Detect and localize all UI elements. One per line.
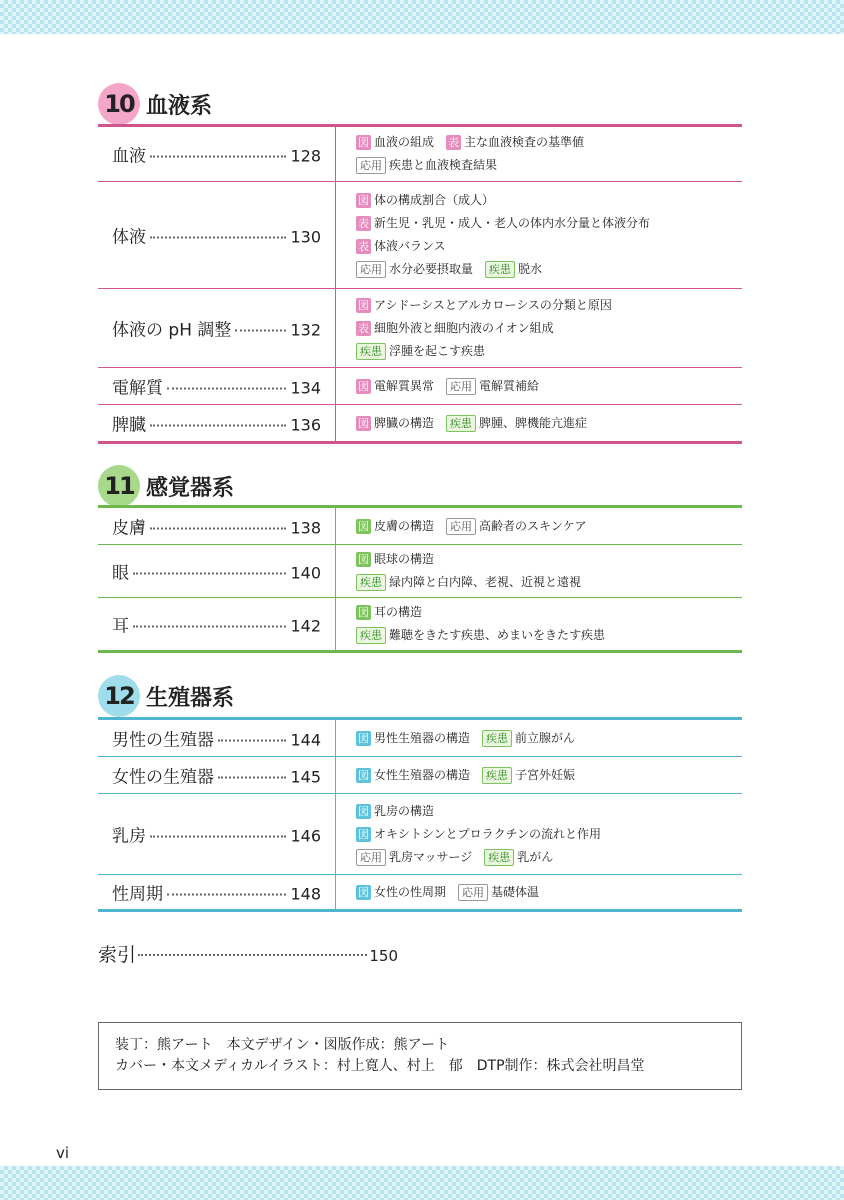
toc-entry-cell <box>98 127 336 181</box>
toc-row[interactable] <box>98 756 742 793</box>
toc-entry-cell <box>98 598 336 650</box>
section-title: 生殖器系 <box>146 685 235 711</box>
category-tag: 図 <box>358 553 369 566</box>
page-ref: 138 <box>290 518 321 538</box>
detail-text: 乳房の構造 <box>374 803 435 818</box>
detail-line <box>356 317 732 340</box>
toc-entry-cell <box>98 508 336 544</box>
detail-line <box>356 881 732 904</box>
toc-detail-cell <box>336 545 742 597</box>
detail-text: 血液の組成 <box>374 135 435 149</box>
page-ref: 128 <box>290 146 321 166</box>
toc-entry <box>112 223 321 248</box>
category-tag: 疾患 <box>482 730 512 747</box>
toc-entry-cell <box>98 875 336 909</box>
credits-line: カバー・本文メディカルイラスト：村上寛人、村上 郁 DTP制作：株式会社明昌堂 <box>115 1058 645 1074</box>
category-tag: 応用 <box>356 157 386 174</box>
detail-text: 主な血液検査の基準値 <box>464 135 585 149</box>
toc-detail-cell <box>336 368 742 404</box>
toc-entry-cell <box>98 757 336 793</box>
toc-entry-cell <box>98 794 336 874</box>
toc-detail-cell <box>336 405 742 441</box>
topic-name: 体液 <box>112 227 146 248</box>
detail-text: 浮腫を起こす疾患 <box>389 343 486 358</box>
category-tag: 疾患 <box>485 261 515 278</box>
category-tag: 応用 <box>458 884 488 901</box>
section-title: 血液系 <box>146 93 213 119</box>
detail-line <box>356 846 732 869</box>
toc-entry <box>112 763 321 788</box>
topic-name: 性周期 <box>112 884 163 905</box>
topic-name: 眼 <box>112 563 129 584</box>
toc-row[interactable] <box>98 720 742 756</box>
toc-detail-cell <box>336 794 742 874</box>
page-ref: 142 <box>290 616 321 636</box>
topic-name: 電解質 <box>112 378 163 399</box>
detail-line <box>356 601 732 624</box>
toc-detail-cell <box>336 598 742 650</box>
detail-text: 耳の構造 <box>374 605 423 619</box>
category-tag: 図 <box>358 194 369 207</box>
detail-text: 眼球の構造 <box>374 552 435 566</box>
section-header <box>98 674 234 718</box>
leader-dots <box>218 777 286 779</box>
detail-line <box>356 154 732 177</box>
toc-entry-cell <box>98 289 336 367</box>
detail-line <box>356 548 732 571</box>
leader-dots <box>133 573 286 575</box>
toc-row[interactable] <box>98 288 742 367</box>
detail-line <box>356 131 732 154</box>
page-ref: 145 <box>290 767 321 787</box>
section-number-badge: 12 <box>98 675 140 717</box>
detail-line <box>356 375 732 398</box>
page-ref: 132 <box>290 320 321 340</box>
detail-line <box>356 340 732 363</box>
toc-row[interactable] <box>98 544 742 597</box>
category-tag: 図 <box>358 731 369 745</box>
leader-dots <box>133 626 286 628</box>
toc-row[interactable] <box>98 404 742 441</box>
toc-detail-cell <box>336 182 742 288</box>
toc-entry-cell <box>98 368 336 404</box>
category-tag: 図 <box>358 885 369 899</box>
detail-line <box>356 764 732 787</box>
category-tag: 応用 <box>356 261 386 278</box>
toc-detail-cell <box>336 720 742 756</box>
detail-text: 難聴をきたす疾患、めまいをきたす疾患 <box>389 628 606 642</box>
page-ref: 136 <box>290 415 321 435</box>
section-header <box>98 464 234 508</box>
category-tag: 表 <box>448 136 460 149</box>
detail-text: 疾患と血液検査結果 <box>389 158 498 172</box>
detail-text: 電解質異常 <box>374 378 435 393</box>
category-tag: 図 <box>358 827 369 841</box>
category-tag: 図 <box>358 298 369 312</box>
category-tag: 応用 <box>356 849 386 866</box>
detail-text: 女性生殖器の構造 <box>374 767 471 782</box>
toc-entry-cell <box>98 405 336 441</box>
leader-dots <box>150 528 286 530</box>
topic-name: 女性の生殖器 <box>112 767 214 788</box>
detail-line <box>356 800 732 823</box>
detail-text: 乳がん <box>517 849 554 864</box>
page-ref: 140 <box>290 563 321 583</box>
toc-entry <box>112 822 321 847</box>
section-number-badge: 10 <box>98 83 140 125</box>
toc-row[interactable] <box>98 508 742 544</box>
toc-row[interactable] <box>98 874 742 909</box>
page-ref: 130 <box>290 227 321 247</box>
detail-text: 子宮外妊娠 <box>515 767 576 782</box>
detail-line <box>356 189 732 212</box>
category-tag: 応用 <box>446 518 476 535</box>
category-tag: 図 <box>358 606 369 619</box>
detail-text: 細胞外液と細胞内液のイオン組成 <box>374 320 554 335</box>
detail-text: 水分必要摂取量 <box>389 262 474 276</box>
detail-text: アシドーシスとアルカローシスの分類と原因 <box>374 297 612 312</box>
detail-text: 基礎体温 <box>491 884 540 899</box>
toc-entry <box>112 316 321 341</box>
toc-entry <box>112 726 321 751</box>
detail-line <box>356 571 732 594</box>
topic-name: 耳 <box>112 616 129 637</box>
toc-row[interactable] <box>98 181 742 288</box>
detail-text: 脾臓の構造 <box>374 415 435 430</box>
toc-detail-cell <box>336 508 742 544</box>
leader-dots <box>150 425 286 427</box>
section-table <box>98 717 742 912</box>
toc-detail-cell <box>336 757 742 793</box>
section-table <box>98 124 742 444</box>
toc-row[interactable] <box>98 793 742 874</box>
leader-dots <box>235 330 286 332</box>
category-tag: 疾患 <box>482 767 512 784</box>
leader-dots <box>138 954 367 956</box>
detail-text: 体液バランス <box>374 239 446 253</box>
section-title: 感覚器系 <box>146 475 235 501</box>
detail-text: 緑内障と白内障、老視、近視と遠視 <box>389 575 582 589</box>
detail-text: 乳房マッサージ <box>389 849 473 864</box>
category-tag: 表 <box>358 321 369 335</box>
topic-name: 皮膚 <box>112 518 146 539</box>
detail-text: 新生児・乳児・成人・老人の体内水分量と体液分布 <box>374 216 651 230</box>
toc-entry-cell <box>98 720 336 756</box>
topic-name: 乳房 <box>112 826 146 847</box>
toc-detail-cell <box>336 875 742 909</box>
detail-line <box>356 624 732 647</box>
category-tag: 疾患 <box>356 343 386 360</box>
page-ref: 146 <box>290 826 321 846</box>
section-number-badge: 11 <box>98 465 140 507</box>
toc-detail-cell <box>336 127 742 181</box>
detail-text: 体の構成割合（成人） <box>374 193 495 207</box>
page-ref: 134 <box>290 378 321 398</box>
toc-entry <box>112 411 321 436</box>
category-tag: 応用 <box>446 378 476 395</box>
category-tag: 疾患 <box>356 627 386 644</box>
category-tag: 図 <box>358 379 369 393</box>
toc-row[interactable] <box>98 367 742 404</box>
topic-name: 脾臓 <box>112 415 146 436</box>
toc-row[interactable] <box>98 127 742 181</box>
category-tag: 図 <box>358 768 369 782</box>
detail-line <box>356 258 732 281</box>
toc-entry <box>112 514 321 539</box>
category-tag: 疾患 <box>356 574 386 591</box>
category-tag: 疾患 <box>446 415 476 432</box>
leader-dots <box>150 836 286 838</box>
category-tag: 図 <box>358 416 369 430</box>
leader-dots <box>167 388 286 390</box>
toc-entry <box>112 612 321 637</box>
leader-dots <box>150 237 286 239</box>
detail-text: 皮膚の構造 <box>374 518 435 533</box>
top-pattern-band <box>0 0 844 34</box>
index-entry[interactable] <box>98 940 398 967</box>
toc-entry <box>112 559 321 584</box>
detail-text: 高齢者のスキンケア <box>479 518 587 533</box>
category-tag: 図 <box>358 136 369 149</box>
detail-text: 男性生殖器の構造 <box>374 730 471 745</box>
toc-entry <box>112 880 321 905</box>
detail-line <box>356 515 732 538</box>
category-tag: 図 <box>358 519 369 533</box>
toc-detail-cell <box>336 289 742 367</box>
credits-box <box>98 1022 742 1090</box>
toc-entry-cell <box>98 182 336 288</box>
detail-text: 脱水 <box>518 262 543 276</box>
detail-line <box>356 294 732 317</box>
index-page: 150 <box>369 947 398 965</box>
detail-line <box>356 412 732 435</box>
leader-dots <box>218 740 286 742</box>
category-tag: 図 <box>358 804 369 818</box>
page-number: vi <box>56 1144 70 1162</box>
topic-name: 男性の生殖器 <box>112 730 214 751</box>
topic-name: 血液 <box>112 146 146 167</box>
detail-text: 女性の性周期 <box>374 884 447 899</box>
leader-dots <box>167 894 286 896</box>
section-table <box>98 505 742 653</box>
toc-entry <box>112 374 321 399</box>
detail-text: 脾腫、脾機能亢進症 <box>479 415 588 430</box>
credits-line: 装丁：熊アート 本文デザイン・図版作成：熊アート <box>115 1037 450 1053</box>
category-tag: 表 <box>358 217 369 230</box>
bottom-pattern-band <box>0 1166 844 1200</box>
section-header <box>98 82 212 126</box>
leader-dots <box>150 156 286 158</box>
detail-line <box>356 727 732 750</box>
toc-entry <box>112 142 321 167</box>
page-ref: 144 <box>290 730 321 750</box>
detail-line <box>356 212 732 235</box>
index-label: 索引 <box>98 944 137 966</box>
toc-row[interactable] <box>98 597 742 650</box>
toc-entry-cell <box>98 545 336 597</box>
detail-text: オキシトシンとプロラクチンの流れと作用 <box>374 826 601 841</box>
detail-line <box>356 823 732 846</box>
detail-line <box>356 235 732 258</box>
detail-text: 電解質補給 <box>479 378 540 393</box>
detail-text: 前立腺がん <box>515 730 576 745</box>
topic-name: 体液の pH 調整 <box>112 320 232 341</box>
category-tag: 疾患 <box>484 849 514 866</box>
page-ref: 148 <box>290 884 321 904</box>
category-tag: 表 <box>358 240 369 253</box>
